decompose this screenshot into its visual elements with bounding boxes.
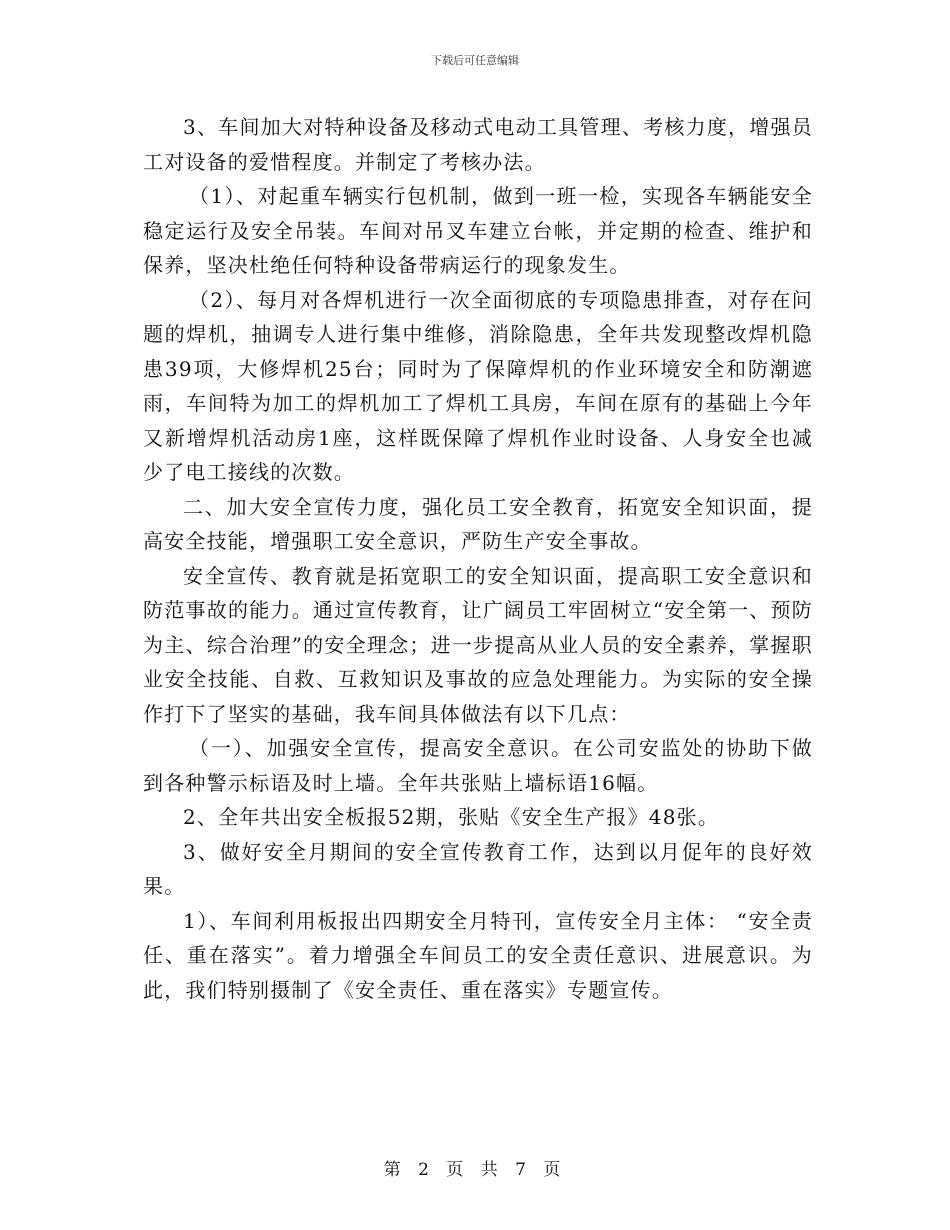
paragraph-safety-promotion-heading: 二、加大安全宣传力度，强化员工安全教育，拓宽安全知识面，提高安全技能，增强职工安全意识，严防生产安全事故。: [143, 494, 813, 553]
document-body: [143, 110, 813, 1007]
paragraph-safety-month: 3、做好安全月期间的安全宣传教育工作，达到以月促年的良好效果。: [143, 839, 813, 898]
paragraph-lifting-vehicles: （1）、对起重车辆实行包机制，做到一班一检，实现各车辆能安全稳定运行及安全吊装。车间对吊叉车建立台帐，并定期的检查、维护和保养，坚决杜绝任何特种设备带病运行的现象发生。: [143, 184, 813, 277]
paragraph-safety-month-special: 1）、车间利用板报出四期安全月特刊，宣传安全月主体： “安全责任、重在落实”。着力增强全车间员工的安全责任意识、进展意识。为此，我们特别摄制了《安全责任、重在落实》专题宣传。: [143, 908, 813, 1002]
paragraph-safety-slogans: （一）、加强安全宣传，提高安全意识。在公司安监处的协助下做到各种警示标语及时上墙。全年共张贴上墙标语16幅。: [143, 736, 813, 795]
paragraph-welder-inspection: （2）、每月对各焊机进行一次全面彻底的专项隐患排查，对存在问题的焊机，抽调专人进行集中维修，消除隐患，全年共发现整改焊机隐患39项，大修焊机25台；同时为了保障焊机的作业环境安全和防潮遮雨，车间特为加工的焊机加工了焊机工具房，车间在原有的基础上今年又新增焊机活动房1座，这样既保障了焊机作业时设备、人身安全也减少了电工接线的次数。: [143, 287, 813, 484]
paragraph-safety-boards: 2、全年共出安全板报52期，张贴《安全生产报》48张。: [183, 805, 720, 829]
page-number: 第 2 页 共 7 页: [383, 1160, 567, 1180]
page-header: 下载后可任意编辑: [431, 54, 519, 67]
paragraph-safety-education: 安全宣传、教育就是拓宽职工的安全知识面，提高职工安全意识和防范事故的能力。通过宣传教育，让广阔员工牢固树立“安全第一、预防为主、综合治理”的安全理念；进一步提高从业人员的安全素养，掌握职业安全技能、自救、互救知识及事故的应急处理能力。为实际的安全操作打下了坚实的基础，我车间具体做法有以下几点：: [143, 563, 813, 726]
paragraph-equipment-management: 3、车间加大对特种设备及移动式电动工具管理、考核力度，增强员工对设备的爱惜程度。并制定了考核办法。: [143, 115, 813, 174]
